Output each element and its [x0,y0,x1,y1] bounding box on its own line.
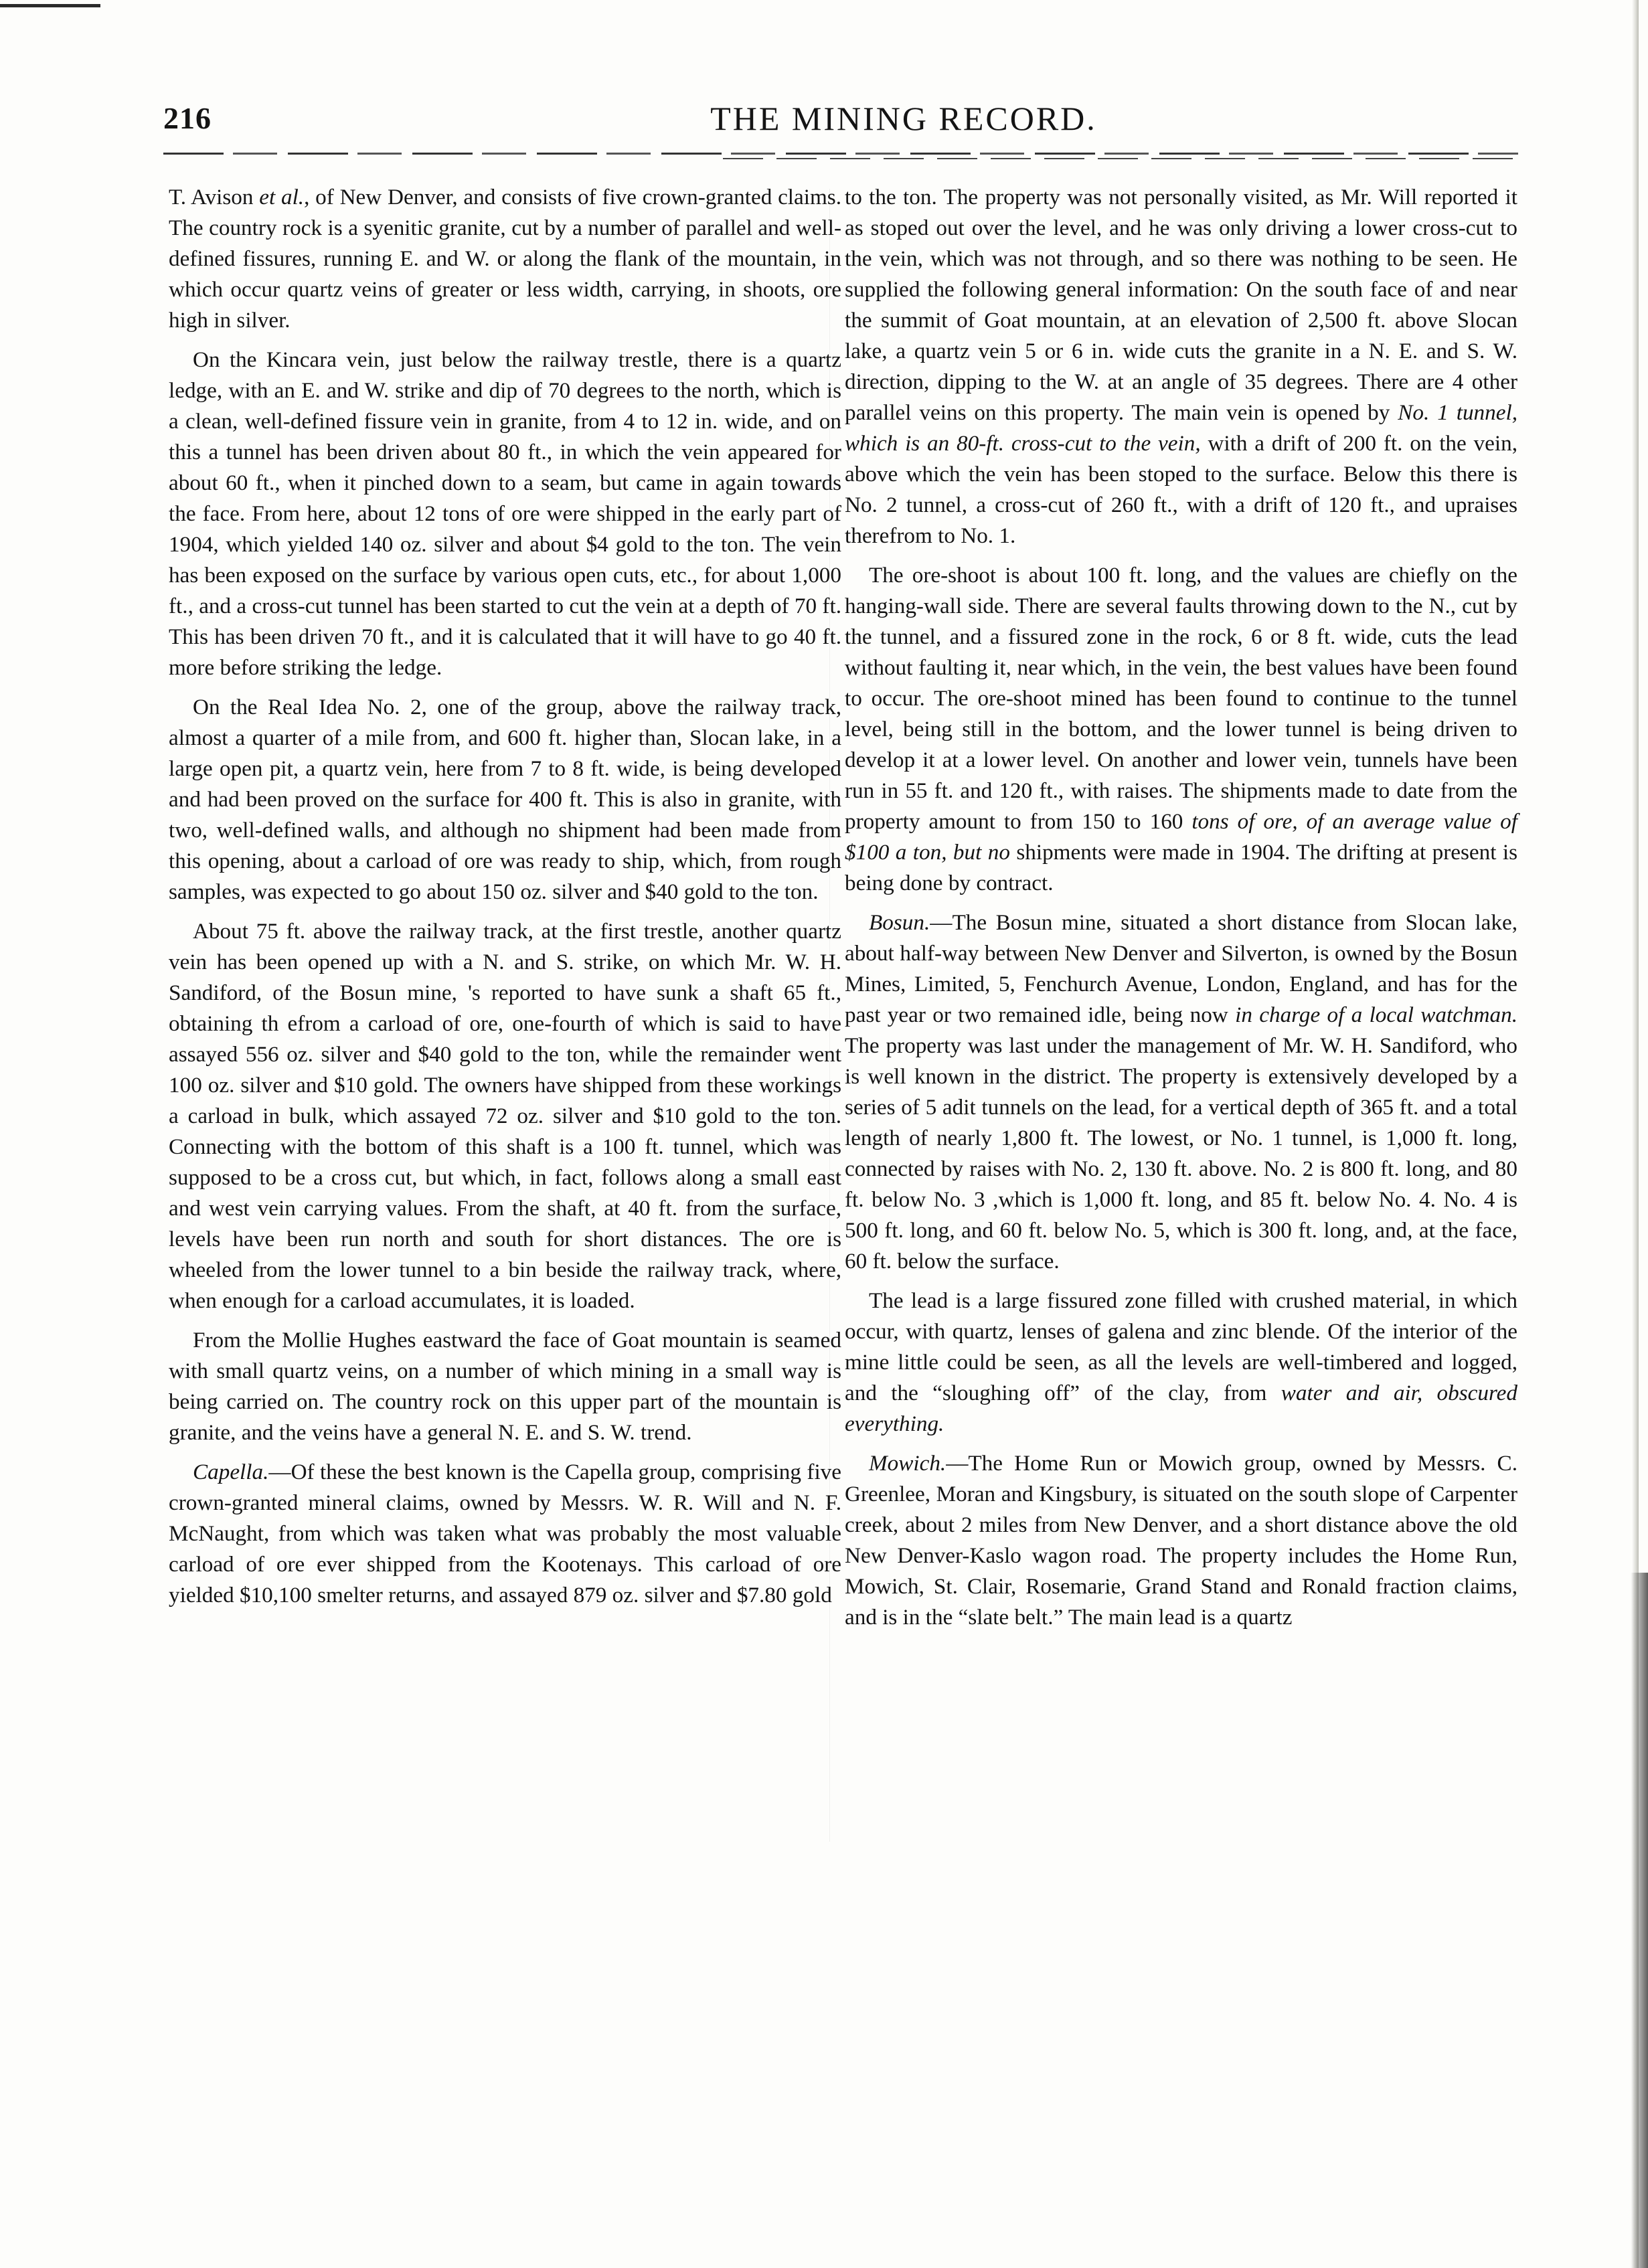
paragraph: The lead is a large fissured zone filled with crushed material, in which occur, with quartz, lenses of galena and zinc blende. Of the interior of the mine little could be seen, as all the levels are well-timbered and logged, and the “sloughing off” of the clay, from water and air, obscured everything. [845,1288,1517,1436]
section-heading-capella: Capella. [193,1460,269,1484]
header-rule-secondary [723,158,1513,159]
paragraph: About 75 ft. above the railway track, at the first trestle, another quartz vein has been opened up with a N. and S. strike, on which Mr. W. H. Sandiford, of the Bosun mine, 's reported to have sunk a shaft 65 ft., obtaining th efrom a carload of ore, one-fourth of which is said to have assayed 556 oz. silver and $40 gold to the ton, while the remainder went 100 oz. silver and $10 gold. The owners have shipped from these workings a carload in bulk, which assayed 72 oz. silver and $10 gold to the ton. Connecting with the bottom of this shaft is a 100 ft. tunnel, which was supposed to be a cross cut, but which, in fact, follows along a small east and west vein carrying values. From the shaft, at 40 ft. from the surface, levels have been run north and south for short distances. The ore is wheeled from the lower tunnel to a bin beside the railway track, where, when enough for a carload accumulates, it is loaded. [169,919,841,1313]
paragraph: T. Avison et al., of New Denver, and consists of five crown-granted claims. The country rock is a syenitic granite, cut by a number of parallel and well-defined fissures, running E. and W. or along the flank of the mountain, in which occur quartz veins of greater or less width, carrying, in shoots, ore high in silver. [169,185,842,333]
page-binding-shadow [1631,1573,1648,2268]
paragraph: The ore-shoot is about 100 ft. long, and the values are chiefly on the hanging-wall side. There are several faults throwing down to the N., cut by the tunnel, and a fissured zone in the rock, 6 or 8 ft. wide, cuts the lead without faulting it, near which, in the vein, the best values have been found to occur. The ore-shoot mined has been found to continue to the tunnel level, being still in the bottom, and the lower tunnel is being driven to develop it at a lower level. On another and lower vein, tunnels have been run in 55 ft. and 120 ft., with raises. The shipments made to date from the property amount to from 150 to 160 tons of ore, of an average value of $100 a ton, but no shipments were made in 1904. The drifting at present is being done by contract. [845,563,1517,895]
running-title: THE MINING RECORD. [710,100,1097,137]
left-column [169,182,841,1620]
paragraph: From the Mollie Hughes eastward the face of Goat mountain is seamed with small quartz veins, on a number of which mining in a small way is being carried on. The country rock on this upper part of the mountain is granite, and the veins have a general N. E. and S. W. trend. [169,1328,841,1445]
paragraph-capella: Capella.—Of these the best known is the Capella group, comprising five crown-granted mineral claims, owned by Messrs. W. R. Will and N. F. McNaught, from which was taken what was probably the most valuable carload of ore ever shipped from the Kootenays. This carload of ore yielded $10,100 smelter returns, and assayed 879 oz. silver and $7.80 gold [169,1460,841,1607]
paragraph: to the ton. The property was not personally visited, as Mr. Will reported it as stoped out over the level, and he was only driving a lower cross-cut to the vein, which was not through, and so there was nothing to be seen. He supplied the following general information: On the south face of and near the summit of Goat mountain, at an elevation of 2,500 ft. above Slocan lake, a quartz vein 5 or 6 in. wide cuts the granite in a N. E. and S. W. direction, dipping to the W. at an angle of 35 degrees. There are 4 other parallel veins on this property. The main vein is opened by No. 1 tunnel, which is an 80-ft. cross-cut to the vein, with a drift of 200 ft. on the vein, above which the vein has been stoped to the surface. Below this there is No. 2 tunnel, a cross-cut of 260 ft., with a drift of 120 ft., and upraises therefrom to No. 1. [845,185,1517,548]
top-edge-rule [0,4,100,7]
paragraph: On the Kincara vein, just below the railway trestle, there is a quartz ledge, with an E. and W. strike and dip of 70 degrees to the north, which is a clean, well-defined fissure vein in granite, from 4 to 12 in. wide, and on this a tunnel has been driven about 80 ft., in which the vein appeared for about 60 ft., when it pinched down to a seam, but came in again towards the face. From here, about 12 tons of ore were shipped in the early part of 1904, which yielded 140 oz. silver and about $4 gold to the ton. The vein has been exposed on the surface by various open cuts, etc., for about 1,000 ft., and a cross-cut tunnel has been started to cut the vein at a depth of 70 ft. This has been driven 70 ft., and it is calculated that it will have to go 40 ft. more before striking the ledge. [169,347,841,680]
paragraph-bosun: Bosun.—The Bosun mine, situated a short distance from Slocan lake, about half-way between New Denver and Silverton, is owned by the Bosun Mines, Limited, 5, Fenchurch Avenue, London, England, and has for the past year or two remained idle, being now in charge of a local watchman. The property was last under the management of Mr. W. H. Sandiford, who is well known in the district. The property is extensively developed by a series of 5 adit tunnels on the lead, for a vertical depth of 365 ft. and a total length of nearly 1,800 ft. The lowest, or No. 1 tunnel, is 1,000 ft. long, connected by raises with No. 2, 130 ft. above. No. 2 is 800 ft. long, and 80 ft. below No. 3 ,which is 1,000 ft. long, and 85 ft. below No. 4. No. 4 is 500 ft. long, and 60 ft. below No. 5, which is 300 ft. long, and, at the face, 60 ft. below the surface. [845,910,1518,1274]
header-rule [163,153,1518,155]
section-heading-mowich: Mowich. [869,1451,946,1476]
right-column [845,182,1517,1642]
page-number: 216 [163,101,212,135]
paragraph: On the Real Idea No. 2, one of the group, above the railway track, almost a quarter of a mile from, and 600 ft. higher than, Slocan lake, in a large open pit, a quartz vein, here from 7 to 8 ft. wide, is being developed and had been proved on the surface for 400 ft. This is also in granite, with two, well-defined walls, and although no shipment had been made from this opening, about a carload of ore was ready to ship, which, from rough samples, was expected to go about 150 oz. silver and $40 gold to the ton. [169,695,841,904]
section-heading-bosun: Bosun. [869,910,930,935]
paragraph-mowich: Mowich.—The Home Run or Mowich group, owned by Messrs. C. Greenlee, Moran and Kingsbury, is situated on the south slope of Carpenter creek, about 2 miles from New Denver, and a short distance above the old New Denver-Kaslo wagon road. The property includes the Home Run, Mowich, St. Clair, Rosemarie, Grand Stand and Ronald fraction claims, and is in the “slate belt.” The main lead is a quartz [845,1451,1517,1630]
